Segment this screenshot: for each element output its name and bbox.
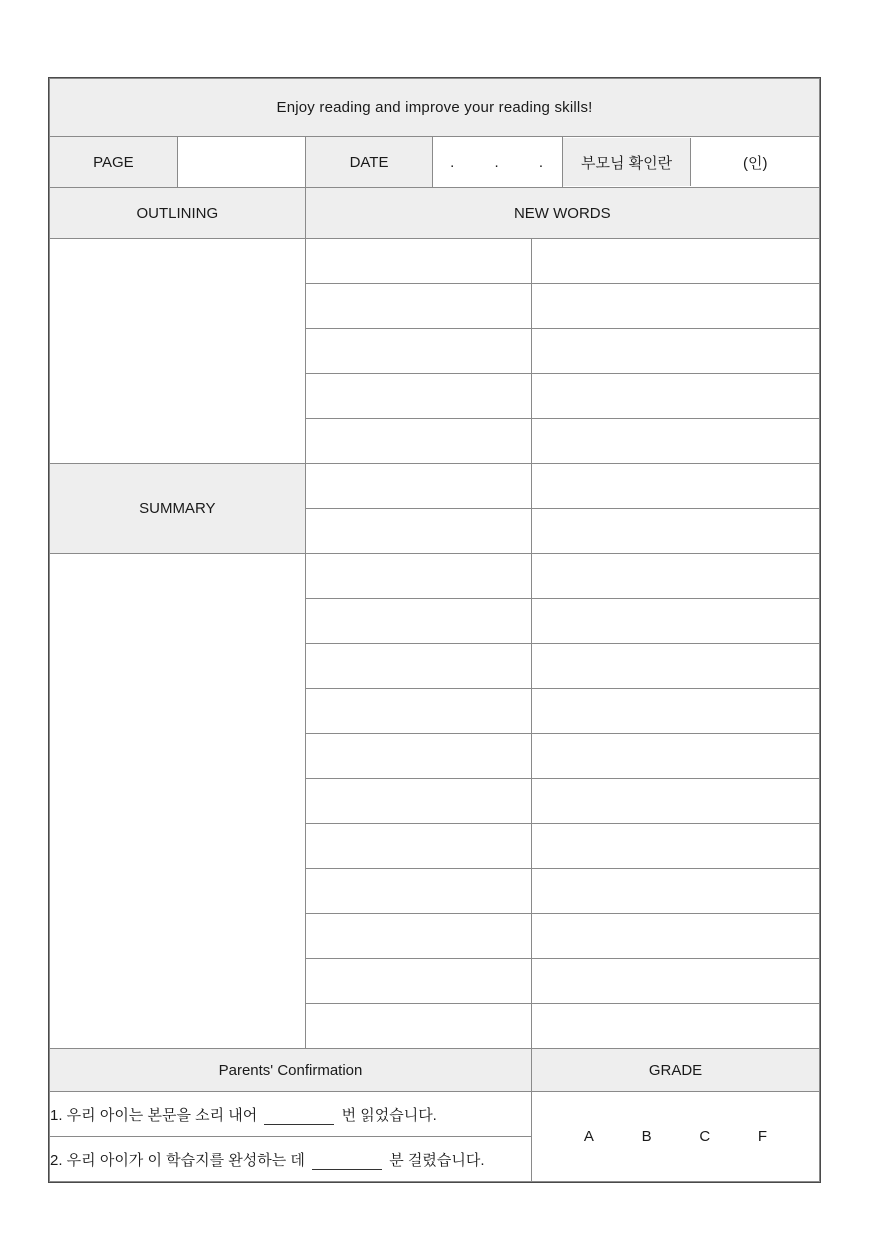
parents-statement-2-text-before: 2. 우리 아이가 이 학습지를 완성하는 데 <box>50 1151 305 1169</box>
new-word-term-17[interactable] <box>305 959 531 1004</box>
parents-statement-2[interactable] <box>50 1137 532 1182</box>
date-label: DATE <box>305 137 433 188</box>
new-word-meaning-2[interactable] <box>531 284 819 329</box>
footer-statement-row-1 <box>50 1092 820 1137</box>
parent-confirm-group <box>562 137 819 188</box>
new-word-term-6[interactable] <box>305 464 531 509</box>
content-row-1 <box>50 239 820 284</box>
new-word-meaning-15[interactable] <box>531 869 819 914</box>
new-word-term-9[interactable] <box>305 599 531 644</box>
new-word-meaning-3[interactable] <box>531 329 819 374</box>
footer-header-row <box>50 1049 820 1092</box>
new-word-term-8[interactable] <box>305 554 531 599</box>
outlining-header: OUTLINING <box>50 188 306 239</box>
page-label: PAGE <box>50 137 178 188</box>
new-word-meaning-1[interactable] <box>531 239 819 284</box>
grade-option-a[interactable]: A <box>583 1128 594 1145</box>
new-word-meaning-13[interactable] <box>531 779 819 824</box>
content-row-8 <box>50 554 820 599</box>
new-word-term-13[interactable] <box>305 779 531 824</box>
parents-statement-1-text-before: 1. 우리 아이는 본문을 소리 내어 <box>50 1106 258 1124</box>
new-word-meaning-7[interactable] <box>531 509 819 554</box>
grade-options[interactable] <box>531 1092 819 1182</box>
new-word-meaning-4[interactable] <box>531 374 819 419</box>
new-word-term-10[interactable] <box>305 644 531 689</box>
new-word-term-5[interactable] <box>305 419 531 464</box>
new-word-meaning-11[interactable] <box>531 689 819 734</box>
new-word-meaning-9[interactable] <box>531 599 819 644</box>
grade-option-b[interactable]: B <box>641 1128 652 1145</box>
new-word-term-1[interactable] <box>305 239 531 284</box>
date-dot-2: . <box>494 153 501 171</box>
worksheet-title: Enjoy reading and improve your reading skills! <box>50 79 820 137</box>
date-dot-3: . <box>538 153 546 171</box>
section-header-row <box>50 188 820 239</box>
new-word-meaning-8[interactable] <box>531 554 819 599</box>
date-dot-1: . <box>450 153 457 171</box>
new-word-term-12[interactable] <box>305 734 531 779</box>
new-word-meaning-17[interactable] <box>531 959 819 1004</box>
grade-option-f[interactable]: F <box>757 1128 768 1145</box>
new-word-meaning-14[interactable] <box>531 824 819 869</box>
parent-seal-field[interactable]: (인) <box>742 154 768 172</box>
new-word-meaning-5[interactable] <box>531 419 819 464</box>
banner-row <box>50 79 820 137</box>
new-word-term-2[interactable] <box>305 284 531 329</box>
new-word-term-18[interactable] <box>305 1004 531 1049</box>
page-value-field[interactable] <box>177 137 305 188</box>
parents-statement-2-text-after: 분 걸렸습니다. <box>389 1151 485 1169</box>
grade-header: GRADE <box>531 1049 819 1092</box>
new-word-term-14[interactable] <box>305 824 531 869</box>
parent-check-label: 부모님 확인란 <box>563 138 691 186</box>
new-word-meaning-16[interactable] <box>531 914 819 959</box>
info-row <box>50 137 820 188</box>
new-word-term-15[interactable] <box>305 869 531 914</box>
new-word-term-16[interactable] <box>305 914 531 959</box>
parents-statement-1[interactable] <box>50 1092 532 1137</box>
summary-header: SUMMARY <box>50 464 306 554</box>
new-word-meaning-18[interactable] <box>531 1004 819 1049</box>
worksheet-table <box>49 78 820 1182</box>
worksheet-sheet <box>48 77 821 1183</box>
grade-option-c[interactable]: C <box>699 1128 711 1145</box>
new-word-meaning-6[interactable] <box>531 464 819 509</box>
new-word-term-7[interactable] <box>305 509 531 554</box>
parents-statement-1-text-after: 번 읽었습니다. <box>341 1106 437 1124</box>
new-word-term-11[interactable] <box>305 689 531 734</box>
parents-statement-2-blank[interactable] <box>312 1152 382 1170</box>
parents-confirmation-header: Parents' Confirmation <box>50 1049 532 1092</box>
new-word-term-3[interactable] <box>305 329 531 374</box>
parents-statement-1-blank[interactable] <box>264 1107 334 1125</box>
new-word-meaning-10[interactable] <box>531 644 819 689</box>
summary-writing-area[interactable] <box>50 554 306 1049</box>
date-value-field[interactable] <box>433 137 562 188</box>
new-words-header: NEW WORDS <box>305 188 819 239</box>
new-word-term-4[interactable] <box>305 374 531 419</box>
outlining-writing-area[interactable] <box>50 239 306 464</box>
new-word-meaning-12[interactable] <box>531 734 819 779</box>
summary-header-row <box>50 464 820 509</box>
